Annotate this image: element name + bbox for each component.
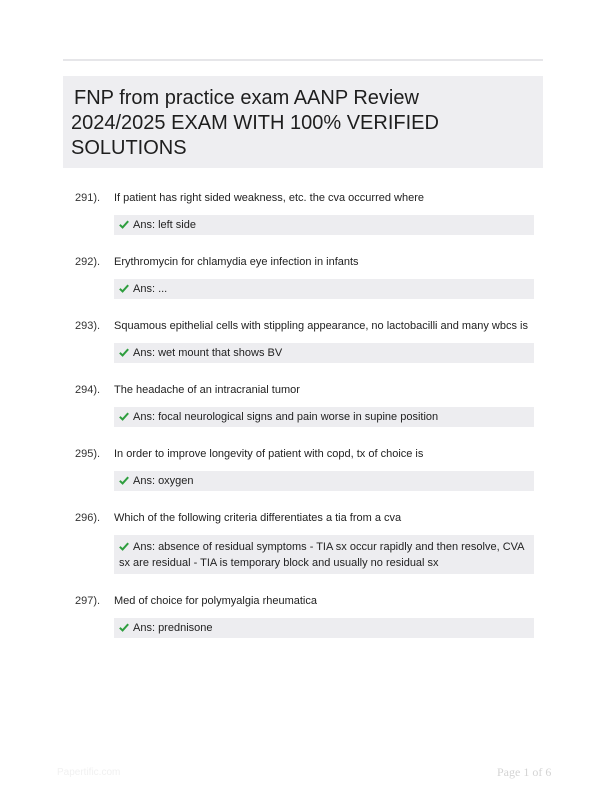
check-icon [119,623,129,632]
check-icon [119,348,129,357]
question-item [63,319,543,363]
answer-box [114,215,534,235]
question-item [63,191,543,235]
check-icon [119,476,129,485]
check-icon [119,284,129,293]
question-item [63,255,543,299]
question-number: 297). [75,595,101,607]
question-text: Which of the following criteria differentiates a tia from a cva [114,512,402,524]
answer-text: Ans: focal neurological signs and pain worse in supine position [133,411,439,423]
question-item [63,447,543,491]
answer-box [114,471,534,491]
title-line-1: FNP from practice exam AANP Review [74,87,419,109]
question-text: In order to improve longevity of patient with copd, tx of choice is [114,448,424,460]
question-item [63,594,543,638]
answer-box [114,343,534,363]
question-number: 291). [75,192,101,204]
title-line-3: SOLUTIONS [71,137,187,159]
question-text: If patient has right sided weakness, etc. the cva occurred where [114,192,424,204]
answer-text: Ans: absence of residual symptoms - TIA sx occur rapidly and then resolve, CVA sx are residual - TIA is temporary block and usually no residual sx [119,541,524,569]
check-icon [119,220,129,229]
answer-box [114,407,534,427]
question-number: 295). [75,448,101,460]
page-number: Page 1 of 6 [497,765,552,779]
question-item [63,383,543,427]
question-number: 292). [75,256,101,268]
answer-text: Ans: oxygen [133,475,194,487]
answer-box [114,618,534,638]
question-text: Erythromycin for chlamydia eye infection in infants [114,256,359,268]
answer-box [114,535,534,574]
question-number: 293). [75,320,101,332]
question-text: Squamous epithelial cells with stippling appearance, no lactobacilli and many wbcs is [114,320,528,332]
question-item [63,511,543,574]
question-text: The headache of an intracranial tumor [114,384,300,396]
top-divider [63,59,543,61]
document-title-banner [63,76,543,168]
check-icon [119,542,129,551]
answer-text: Ans: ... [133,283,168,295]
title-line-2: 2024/2025 EXAM WITH 100% VERIFIED [71,112,439,134]
question-list [63,191,543,658]
check-icon [119,412,129,421]
answer-box [114,279,534,299]
footer-watermark: Papertific.com [57,767,121,778]
question-text: Med of choice for polymyalgia rheumatica [114,595,317,607]
answer-text: Ans: left side [133,219,196,231]
answer-text: Ans: wet mount that shows BV [133,347,283,359]
document-title [71,86,535,161]
answer-text: Ans: prednisone [133,622,213,634]
question-number: 294). [75,384,101,396]
question-number: 296). [75,512,101,524]
